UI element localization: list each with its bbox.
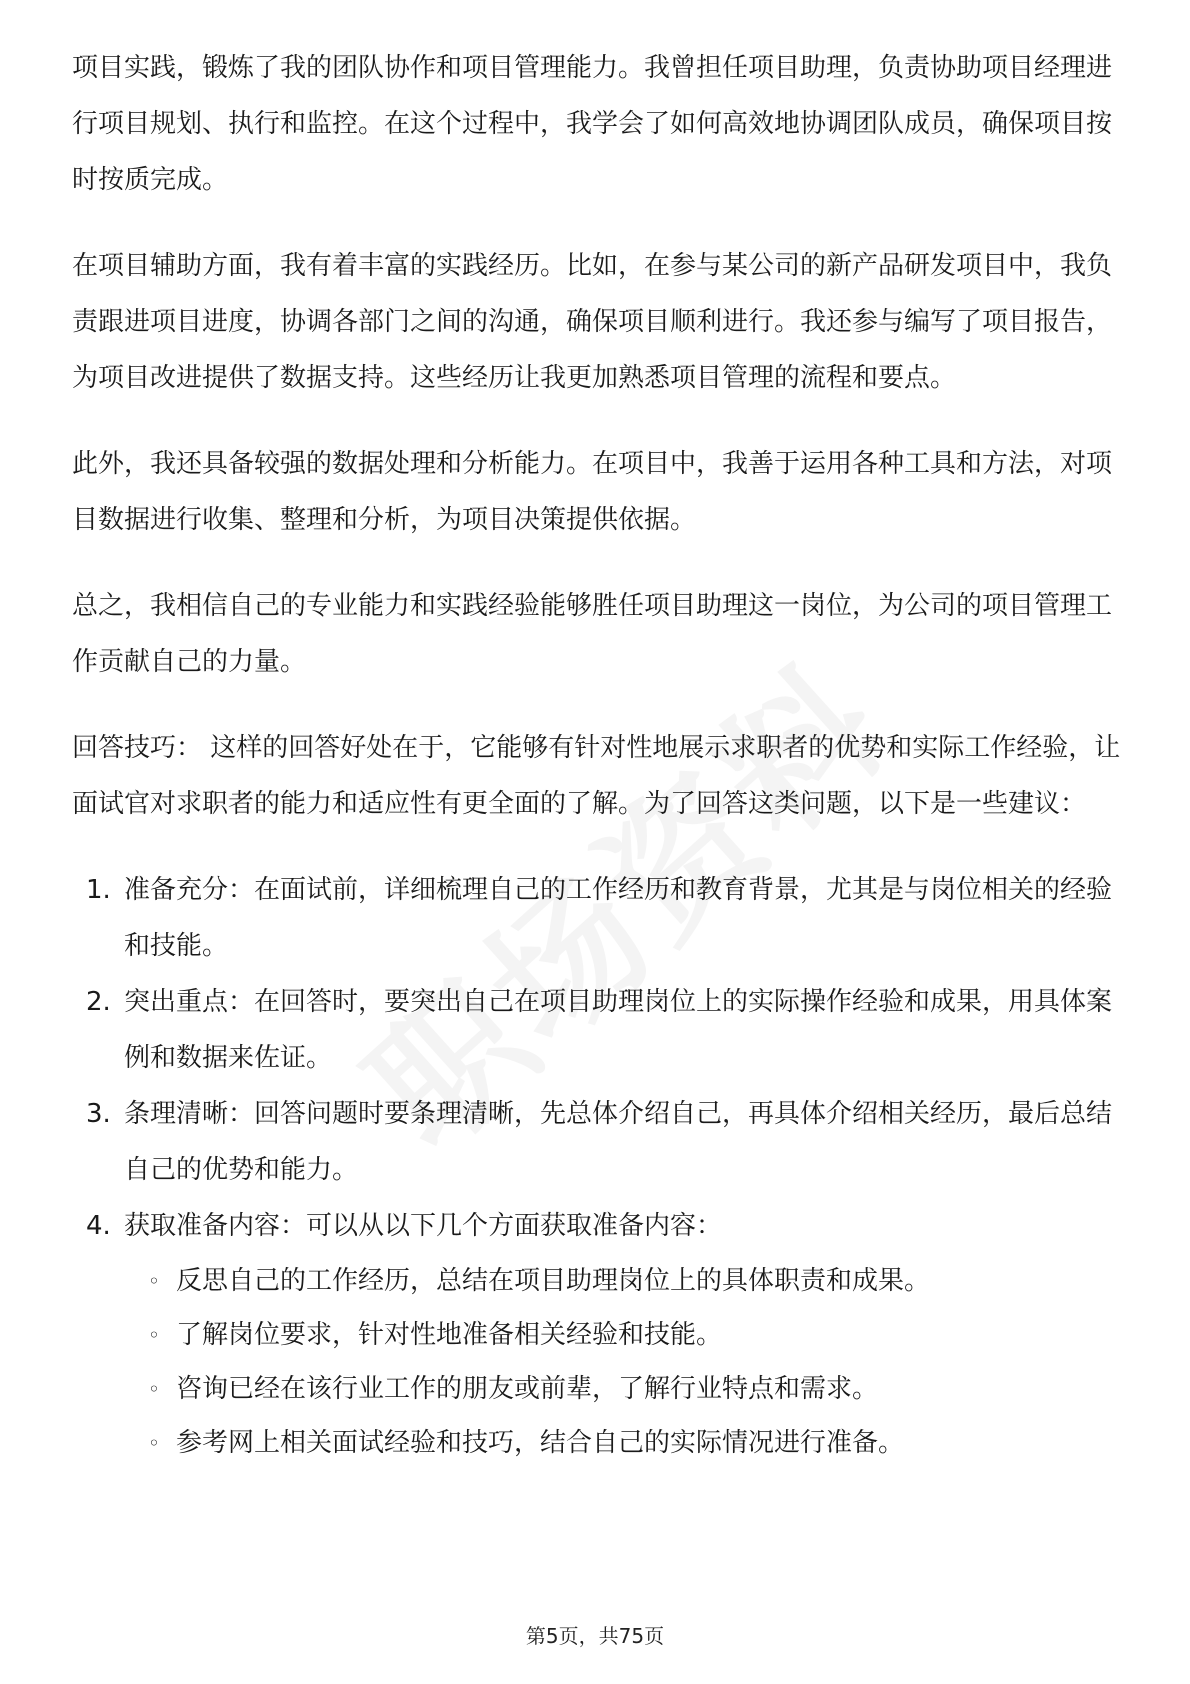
list-item [72, 974, 1132, 1086]
paragraph-data-analysis: 此外，我还具备较强的数据处理和分析能力。在项目中，我善于运用各种工具和方法，对项目数据进行收集、整理和分析，为项目决策提供依据。 [72, 449, 1113, 535]
paragraph-project-assistance: 在项目辅助方面，我有着丰富的实践经历。比如，在参与某公司的新产品研发项目中，我负责跟进项目进度，协调各部门之间的沟通，确保项目顺利进行。我还参与编写了项目报告，为项目改进提供了数据支持。这些经历让我更加熟悉项目管理的流程和要点。 [72, 251, 1113, 393]
sub-list-item [124, 1416, 1132, 1470]
sub-list-item-text: 参考网上相关面试经验和技巧，结合自己的实际情况进行准备。 [176, 1428, 905, 1458]
paragraph-answer-tips: 回答技巧： 这样的回答好处在于，它能够有针对性地展示求职者的优势和实际工作经验，让面试官对求职者的能力和适应性有更全面的了解。为了回答这类问题，以下是一些建议： [72, 733, 1121, 819]
sub-list-item [124, 1308, 1132, 1362]
bullet-icon: ◦ [148, 1377, 160, 1401]
paragraph-summary: 总之，我相信自己的专业能力和实践经验能够胜任项目助理这一岗位，为公司的项目管理工作贡献自己的力量。 [72, 591, 1113, 677]
list-number: 1. [86, 875, 111, 905]
list-item [72, 862, 1132, 974]
bullet-icon: ◦ [148, 1323, 160, 1347]
sub-list [72, 1254, 1132, 1470]
advice-list [72, 862, 1132, 1470]
sub-list-item [124, 1254, 1132, 1308]
sub-list-item-text: 反思自己的工作经历，总结在项目助理岗位上的具体职责和成果。 [176, 1266, 931, 1296]
list-item [72, 1086, 1132, 1198]
list-item-text: 准备充分：在面试前，详细梳理自己的工作经历和教育背景，尤其是与岗位相关的经验和技能。 [124, 875, 1113, 961]
list-item-text: 获取准备内容：可以从以下几个方面获取准备内容： [124, 1211, 723, 1241]
list-item [72, 1198, 1132, 1470]
paragraph-project-practice: 项目实践，锻炼了我的团队协作和项目管理能力。我曾担任项目助理，负责协助项目经理进行项目规划、执行和监控。在这个过程中，我学会了如何高效地协调团队成员，确保项目按时按质完成。 [72, 53, 1113, 195]
page-footer [0, 1620, 1190, 1649]
list-number: 2. [86, 987, 111, 1017]
sub-list-item-text: 咨询已经在该行业工作的朋友或前辈，了解行业特点和需求。 [176, 1374, 879, 1404]
list-number: 3. [86, 1099, 111, 1129]
bullet-icon: ◦ [148, 1431, 160, 1455]
list-number: 4. [86, 1211, 111, 1241]
sub-list-item [124, 1362, 1132, 1416]
page-number: 第5页，共75页 [525, 1624, 665, 1648]
list-item-text: 条理清晰：回答问题时要条理清晰，先总体介绍自己，再具体介绍相关经历，最后总结自己的优势和能力。 [124, 1099, 1113, 1185]
sub-list-item-text: 了解岗位要求，针对性地准备相关经验和技能。 [176, 1320, 723, 1350]
list-item-text: 突出重点：在回答时，要突出自己在项目助理岗位上的实际操作经验和成果，用具体案例和数据来佐证。 [124, 987, 1113, 1073]
bullet-icon: ◦ [148, 1269, 160, 1293]
document-body [72, 40, 1132, 1470]
